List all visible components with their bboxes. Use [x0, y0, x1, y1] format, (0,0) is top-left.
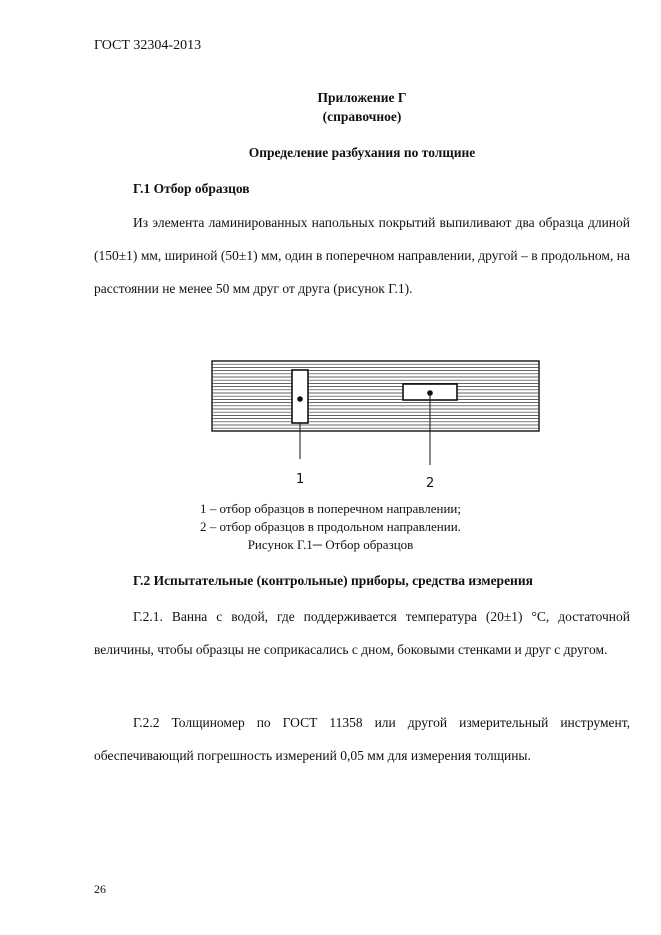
figure-legend-2: 2 – отбор образцов в продольном направлении. [200, 519, 461, 534]
paragraph-g2-1: Г.2.1. Ванна с водой, где поддерживается температура (20±1) °С, достаточной величины, чтобы образцы не соприкасались с дном, боковыми стенками и друг с другом. [94, 609, 630, 657]
section-heading-g1: Г.1 Отбор образцов [133, 181, 250, 196]
laminate-board [212, 361, 539, 431]
annex-main-title: Определение разбухания по толщине [248, 145, 476, 160]
sample-transverse-point [297, 396, 303, 402]
figure-caption: Рисунок Г.1─ Отбор образцов [247, 537, 414, 552]
annex-title: Приложение Г [317, 90, 407, 105]
figure-marker-2: 2 [426, 476, 435, 491]
section-heading-g2: Г.2 Испытательные (контрольные) приборы, средства измерения [133, 573, 533, 588]
annex-type: (справочное) [322, 109, 402, 124]
figure-sampling-diagram [206, 355, 546, 495]
figure-marker-1: 1 [296, 472, 305, 487]
paragraph-g1: Из элемента ламинированных напольных покрытий выпиливают два образца длиной (150±1) мм, шириной (50±1) мм, один в поперечном направлении, другой – в продольном, на расстоянии не менее 50 мм друг от друга (рисунок Г.1). [94, 215, 630, 296]
paragraph-g2-2: Г.2.2 Толщиномер по ГОСТ 11358 или другой измерительный инструмент, обеспечивающий погрешность измерений 0,05 мм для измерения толщины. [94, 715, 630, 763]
page-number: 26 [94, 882, 106, 896]
figure-legend-1: 1 – отбор образцов в поперечном направлении; [200, 501, 461, 516]
document-code: ГОСТ 32304-2013 [94, 38, 202, 53]
